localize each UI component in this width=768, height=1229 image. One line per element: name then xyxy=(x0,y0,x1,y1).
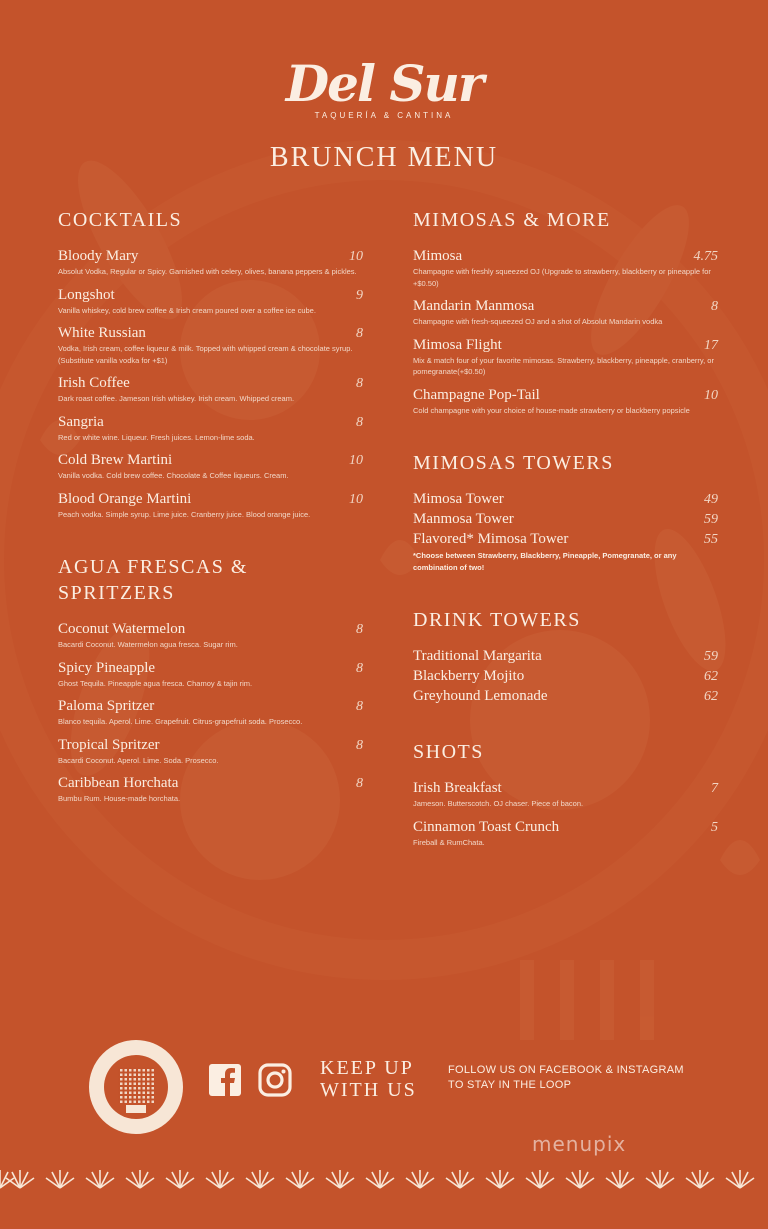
menu-item xyxy=(58,620,363,651)
section-mimosas-towers xyxy=(413,450,718,573)
section-shots xyxy=(413,739,718,848)
item-name: Paloma Spritzer xyxy=(58,698,155,714)
item-description: Peach vodka. Simple syrup. Lime juice. Cranberry juice. Blood orange juice. xyxy=(58,509,311,519)
item-name: Tropical Spritzer xyxy=(58,736,160,753)
item-description: Jameson. Butterscotch. OJ chaser. Piece of bacon. xyxy=(413,799,584,808)
qr-code-icon[interactable] xyxy=(89,1040,183,1134)
menu-item xyxy=(58,774,363,805)
item-price: 8 xyxy=(356,699,363,714)
item-name: Champagne Pop-Tail xyxy=(413,386,540,403)
menu-item xyxy=(58,247,363,278)
menu-item xyxy=(58,736,363,767)
item-name: Cinnamon Toast Crunch xyxy=(413,818,560,835)
item-price: 8 xyxy=(356,414,363,430)
item-name: Spicy Pineapple xyxy=(58,659,156,676)
menu-item xyxy=(413,510,718,528)
item-price: 17 xyxy=(704,337,718,353)
item-name: Longshot xyxy=(58,286,115,303)
item-name: Irish Coffee xyxy=(58,375,130,391)
item-price: 49 xyxy=(704,492,718,507)
item-name: Blackberry Mojito xyxy=(413,668,525,684)
tower-note: *Choose between Strawberry, Blackberry, Pineapple, Pomegranate, or any combination of two! xyxy=(413,551,677,572)
item-description: Blanco tequila. Aperol. Lime. Grapefruit. Citrus-grapefruit soda. Prosecco. xyxy=(58,717,303,726)
item-description: Vodka, Irish cream, coffee liqueur & milk. Topped with whipped cream & chocolate syrup. (Substitute vanilla vodka for +$1) xyxy=(58,344,353,365)
section-agua-frescas xyxy=(58,554,363,805)
item-description: Ghost Tequila. Pineapple agua fresca. Chamoy & tajin rim. xyxy=(58,678,253,688)
item-description: Vanilla vodka. Cold brew coffee. Chocolate & Coffee liqueurs. Cream. xyxy=(58,471,289,480)
item-price: 9 xyxy=(356,287,363,303)
item-name: Flavored* Mimosa Tower xyxy=(413,531,569,547)
menu-item xyxy=(58,490,363,521)
menu-item xyxy=(58,659,363,690)
menu-item xyxy=(58,286,363,317)
item-description: Fireball & RumChata. xyxy=(413,837,485,847)
menu-item xyxy=(413,336,718,378)
left-column xyxy=(58,207,363,831)
page-title: BRUNCH MENU xyxy=(269,142,499,173)
item-price: 10 xyxy=(704,387,718,403)
brand-tagline: TAQUERÍA & CANTINA xyxy=(314,111,454,120)
item-name: Cold Brew Martini xyxy=(58,452,173,468)
item-description: Bacardi Coconut. Watermelon agua fresca. Sugar rim. xyxy=(58,640,238,649)
item-name: White Russian xyxy=(58,325,146,341)
item-price: 62 xyxy=(704,689,718,704)
menu-item xyxy=(58,451,363,482)
section-title: AGUA FRESCAS & SPRITZERS xyxy=(58,556,248,604)
menu-item xyxy=(413,667,718,685)
facebook-icon[interactable] xyxy=(208,1063,242,1097)
item-name: Mimosa Tower xyxy=(413,491,504,507)
item-name: Blood Orange Martini xyxy=(58,490,192,507)
menu-item xyxy=(413,530,718,548)
item-description: Champagne with fresh-squeezed OJ and a shot of Absolut Mandarin vodka xyxy=(413,317,663,326)
item-name: Traditional Margarita xyxy=(413,648,542,664)
follow-text xyxy=(448,1063,684,1093)
item-description: Bumbu Rum. House-made horchata. xyxy=(58,794,181,803)
menu-item xyxy=(58,413,363,444)
menu-item xyxy=(58,324,363,366)
menu-item xyxy=(413,779,718,810)
follow-line1: FOLLOW US ON FACEBOOK & INSTAGRAM xyxy=(448,1064,684,1076)
item-price: 10 xyxy=(349,453,363,468)
item-price: 8 xyxy=(356,376,363,391)
keep-up-line2: WITH US xyxy=(320,1079,417,1101)
item-description: Mix & match four of your favorite mimosas. Strawberry, blackberry, pineapple, cranberry, or pomegranate(+$0.50) xyxy=(413,355,714,376)
section-title: MIMOSAS TOWERS xyxy=(413,452,614,474)
item-name: Greyhound Lemonade xyxy=(413,688,548,704)
section-title: DRINK TOWERS xyxy=(413,609,581,631)
item-description: Dark roast coffee. Jameson Irish whiskey. Irish cream. Whipped cream. xyxy=(58,394,295,403)
item-price: 8 xyxy=(356,776,363,791)
item-description: Absolut Vodka, Regular or Spicy. Garnished with celery, olives, banana peppers & pickles. xyxy=(58,267,357,276)
item-name: Mimosa Flight xyxy=(413,336,502,353)
item-price: 10 xyxy=(349,491,363,507)
item-price: 8 xyxy=(356,326,363,341)
section-title: COCKTAILS xyxy=(58,209,183,231)
menu-item xyxy=(413,386,718,417)
menu-item xyxy=(413,490,718,508)
item-name: Sangria xyxy=(58,413,104,430)
menu-item xyxy=(58,374,363,405)
keep-up-line1: KEEP UP xyxy=(320,1057,414,1079)
item-price: 59 xyxy=(704,649,718,664)
item-price: 55 xyxy=(704,532,718,547)
item-description: Vanilla whiskey, cold brew coffee & Irish cream poured over a coffee ice cube. xyxy=(58,305,316,315)
item-price: 7 xyxy=(711,781,718,796)
item-price: 8 xyxy=(356,622,363,637)
follow-line2: TO STAY IN THE LOOP xyxy=(448,1079,572,1091)
footer xyxy=(0,1035,768,1135)
item-price: 59 xyxy=(704,512,718,527)
item-price: 5 xyxy=(711,819,718,835)
item-price: 8 xyxy=(711,299,718,314)
item-name: Manmosa Tower xyxy=(413,511,514,527)
item-name: Coconut Watermelon xyxy=(58,621,186,637)
brand-logo: Del Sur xyxy=(285,54,483,113)
item-description: Red or white wine. Liqueur. Fresh juices. Lemon-lime soda. xyxy=(58,432,255,442)
right-column xyxy=(413,207,718,874)
item-price: 8 xyxy=(356,660,363,676)
item-description: Bacardi Coconut. Aperol. Lime. Soda. Prosecco. xyxy=(58,755,219,765)
item-name: Caribbean Horchata xyxy=(58,775,179,791)
menu-item xyxy=(413,687,718,705)
item-name: Mandarin Manmosa xyxy=(413,298,535,314)
item-price: 8 xyxy=(356,737,363,753)
decorative-border xyxy=(0,1160,768,1190)
section-title: MIMOSAS & MORE xyxy=(413,209,611,231)
section-title: SHOTS xyxy=(413,741,484,763)
item-price: 10 xyxy=(349,249,363,264)
watermark: menupix xyxy=(532,1132,627,1156)
item-name: Bloody Mary xyxy=(58,248,139,264)
instagram-icon[interactable] xyxy=(258,1063,292,1097)
item-description: Champagne with freshly squeezed OJ (Upgrade to strawberry, blackberry or pineapple for +$0.50) xyxy=(413,267,711,288)
item-name: Mimosa xyxy=(413,248,463,264)
item-price: 4.75 xyxy=(693,249,718,264)
menu-item xyxy=(413,247,718,289)
section-mimosas-more xyxy=(413,207,718,416)
menu-item xyxy=(413,818,718,849)
menu-item xyxy=(413,297,718,328)
item-price: 62 xyxy=(704,669,718,684)
section-cocktails xyxy=(58,207,363,520)
menu-item xyxy=(413,647,718,665)
header xyxy=(0,55,768,174)
item-description: Cold champagne with your choice of house-made strawberry or blackberry popsicle xyxy=(413,405,690,415)
menu-item xyxy=(58,697,363,728)
keep-up-heading xyxy=(320,1057,417,1101)
section-drink-towers xyxy=(413,607,718,705)
item-name: Irish Breakfast xyxy=(413,780,502,796)
